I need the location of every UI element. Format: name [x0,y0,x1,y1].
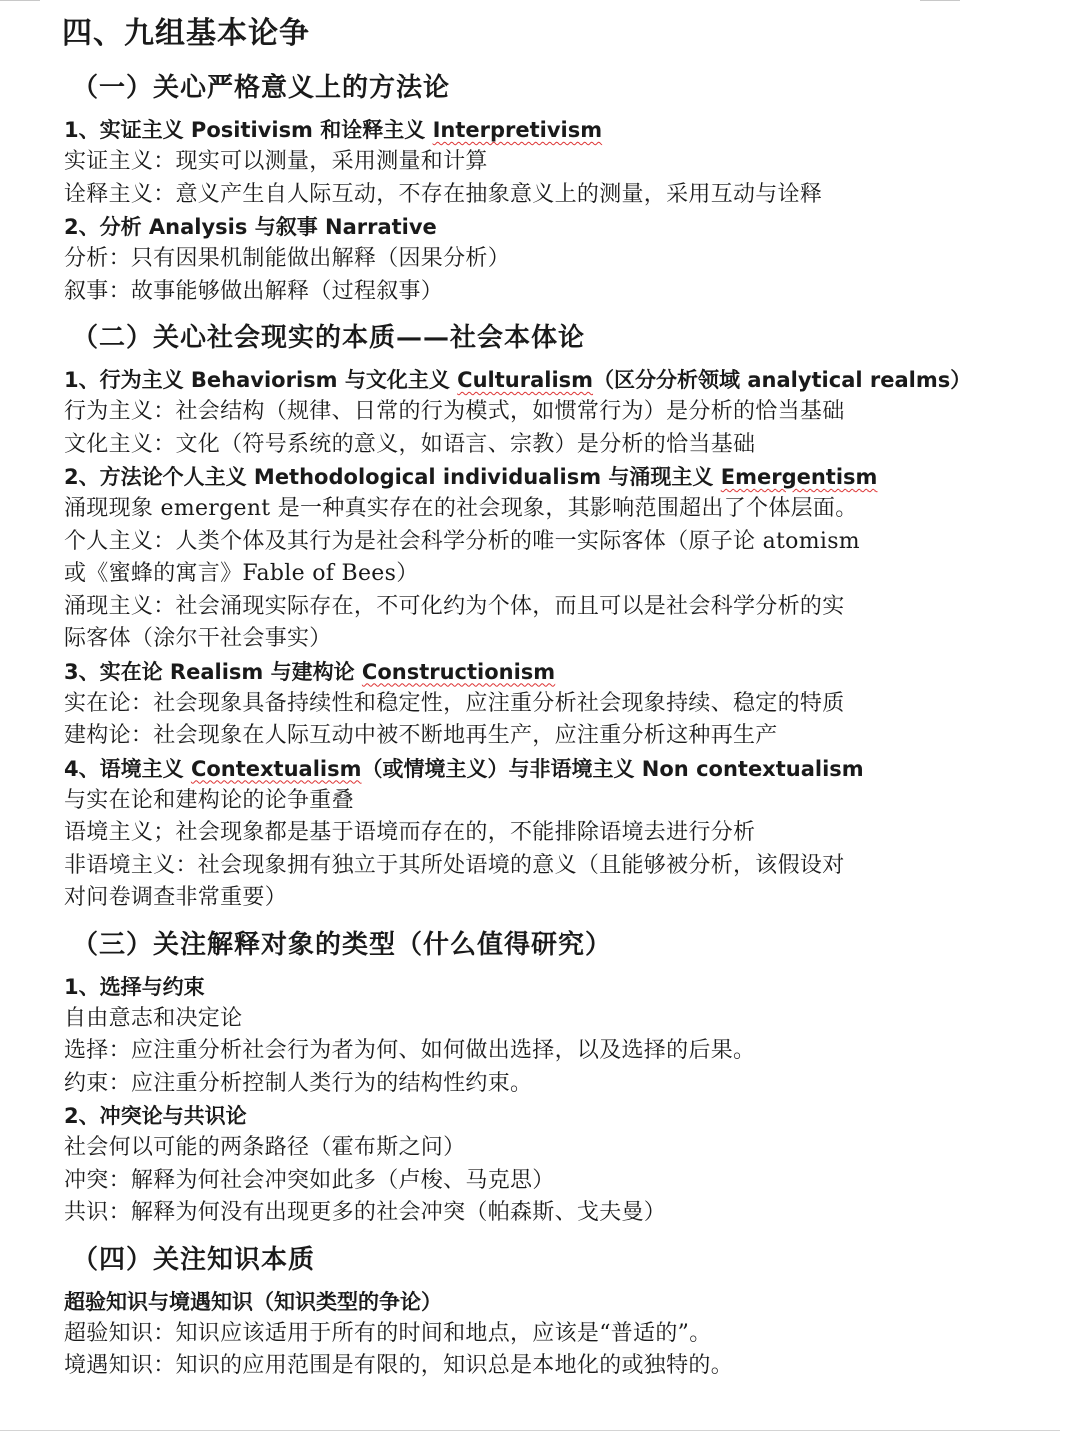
body-line: 约束：应注重分析控制人类行为的结构性约束。 [64,1070,533,1096]
debate-heading-text: （区分分析领域 analytical realms） [593,368,972,392]
body-line: 实在论：社会现象具备持续性和稳定性，应注重分析社会现象持续、稳定的特质 [64,690,845,716]
page-bottom-rule [0,1430,1060,1431]
debate-heading-text: 3、实在论 Realism 与建构论 [64,659,362,684]
body-line: 诠释主义：意义产生自人际互动，不存在抽象意义上的测量，采用互动与诠释 [64,181,823,207]
debate-item [64,211,1064,308]
term-underlined: Culturalism [457,368,594,392]
body-line: 与实在论和建构论的论争重叠 [64,787,354,813]
debate-heading [64,656,1064,688]
debate-item [64,461,1064,656]
document-body [64,68,1064,1383]
debate-item [64,971,1064,1101]
debate-heading-text: 2、方法论个人主义 Methodological individualism 与涌现主义 [64,465,721,489]
body-line: 冲突：解释为何社会冲突如此多（卢梭、马克思） [64,1167,555,1193]
debate-item [64,656,1064,753]
term-underlined: Constructionism [361,659,556,684]
body-line: 非语境主义：社会现象拥有独立于其所处语境的意义（且能够被分析，该假设对 [64,852,845,878]
debate-heading-text: 2、冲突论与共识论 [64,1104,247,1128]
body-line: 社会何以可能的两条路径（霍布斯之问） [64,1135,466,1160]
body-line: 涌现现象 emergent 是一种真实存在的社会现象，其影响范围超出了个体层面。 [64,496,858,521]
debate-item [64,1100,1064,1230]
body-line: 叙事：故事能够做出解释（过程叙事） [64,278,444,304]
body-line: 语境主义；社会现象都是基于语境而存在的，不能排除语境去进行分析 [64,820,756,845]
term-underlined: Emergentism [720,465,878,489]
page-title: 四、九组基本论争 [62,16,310,51]
debate-item [64,114,1064,211]
page-corner-mark [0,0,40,1]
body-line: 或《蜜蜂的寓言》Fable of Bees） [64,561,419,586]
body-line: 涌现主义：社会涌现实际存在，不可化约为个体，而且可以是社会科学分析的实 [64,593,845,619]
page-corner-mark [920,0,960,1]
debate-heading [64,1100,1064,1132]
body-line: 自由意志和决定论 [64,1005,243,1031]
term-underlined: Interpretivism [432,118,603,142]
body-line: 建构论：社会现象在人际互动中被不断地再生产，应注重分析这种再生产 [64,723,778,748]
body-line: 共识：解释为何没有出现更多的社会冲突（帕森斯、戈夫曼） [64,1200,667,1225]
body-line: 选择：应注重分析社会行为者为何、如何做出选择，以及选择的后果。 [64,1038,756,1063]
body-line: 际客体（涂尔干社会事实） [64,626,332,651]
debate-heading [64,114,1064,146]
body-line: 境遇知识：知识的应用范围是有限的，知识总是本地化的或独特的。 [64,1353,734,1378]
debate-item [64,364,1064,461]
section-heading: （二）关心社会现实的本质——社会本体论 [72,323,586,353]
debate-heading-text: 2、分析 Analysis 与叙事 Narrative [64,215,437,239]
debate-heading-text: 4、语境主义 [64,756,191,781]
debate-heading [64,364,1064,396]
body-line: 实证主义：现实可以测量，采用测量和计算 [64,149,488,174]
debate-heading-text: 超验知识与境遇知识（知识类型的争论） [64,1289,442,1314]
body-line: 个人主义：人类个体及其行为是社会科学分析的唯一实际客体（原子论 atomism [64,528,860,554]
debate-heading [64,971,1064,1003]
document-page [64,10,1064,1383]
term-underlined: Contextualism [190,756,362,781]
body-line: 对问卷调查非常重要） [64,885,288,910]
body-line: 文化主义：文化（符号系统的意义，如语言、宗教）是分析的恰当基础 [64,431,756,457]
debate-heading-text: 1、实证主义 Positivism 和诠释主义 [64,118,433,142]
section-heading: （三）关注解释对象的类型（什么值得研究） [72,929,613,960]
debate-item [64,1286,1064,1383]
debate-heading [64,461,1064,493]
debate-heading-text: （或情境主义）与非语境主义 Non contextualism [361,756,864,781]
debate-heading [64,753,1064,785]
debate-heading [64,1286,1064,1318]
debate-item [64,753,1064,915]
section-heading: （四）关注知识本质 [72,1244,316,1275]
section-heading: （一）关心严格意义上的方法论 [72,73,451,103]
debate-heading-text: 1、选择与约束 [64,974,205,999]
body-line: 行为主义：社会结构（规律、日常的行为模式，如惯常行为）是分析的恰当基础 [64,399,845,424]
debate-heading-text: 1、行为主义 Behaviorism 与文化主义 [64,368,458,392]
body-line: 分析：只有因果机制能做出解释（因果分析） [64,246,511,271]
body-line: 超验知识：知识应该适用于所有的时间和地点，应该是“普适的”。 [64,1320,712,1346]
debate-heading [64,211,1064,243]
